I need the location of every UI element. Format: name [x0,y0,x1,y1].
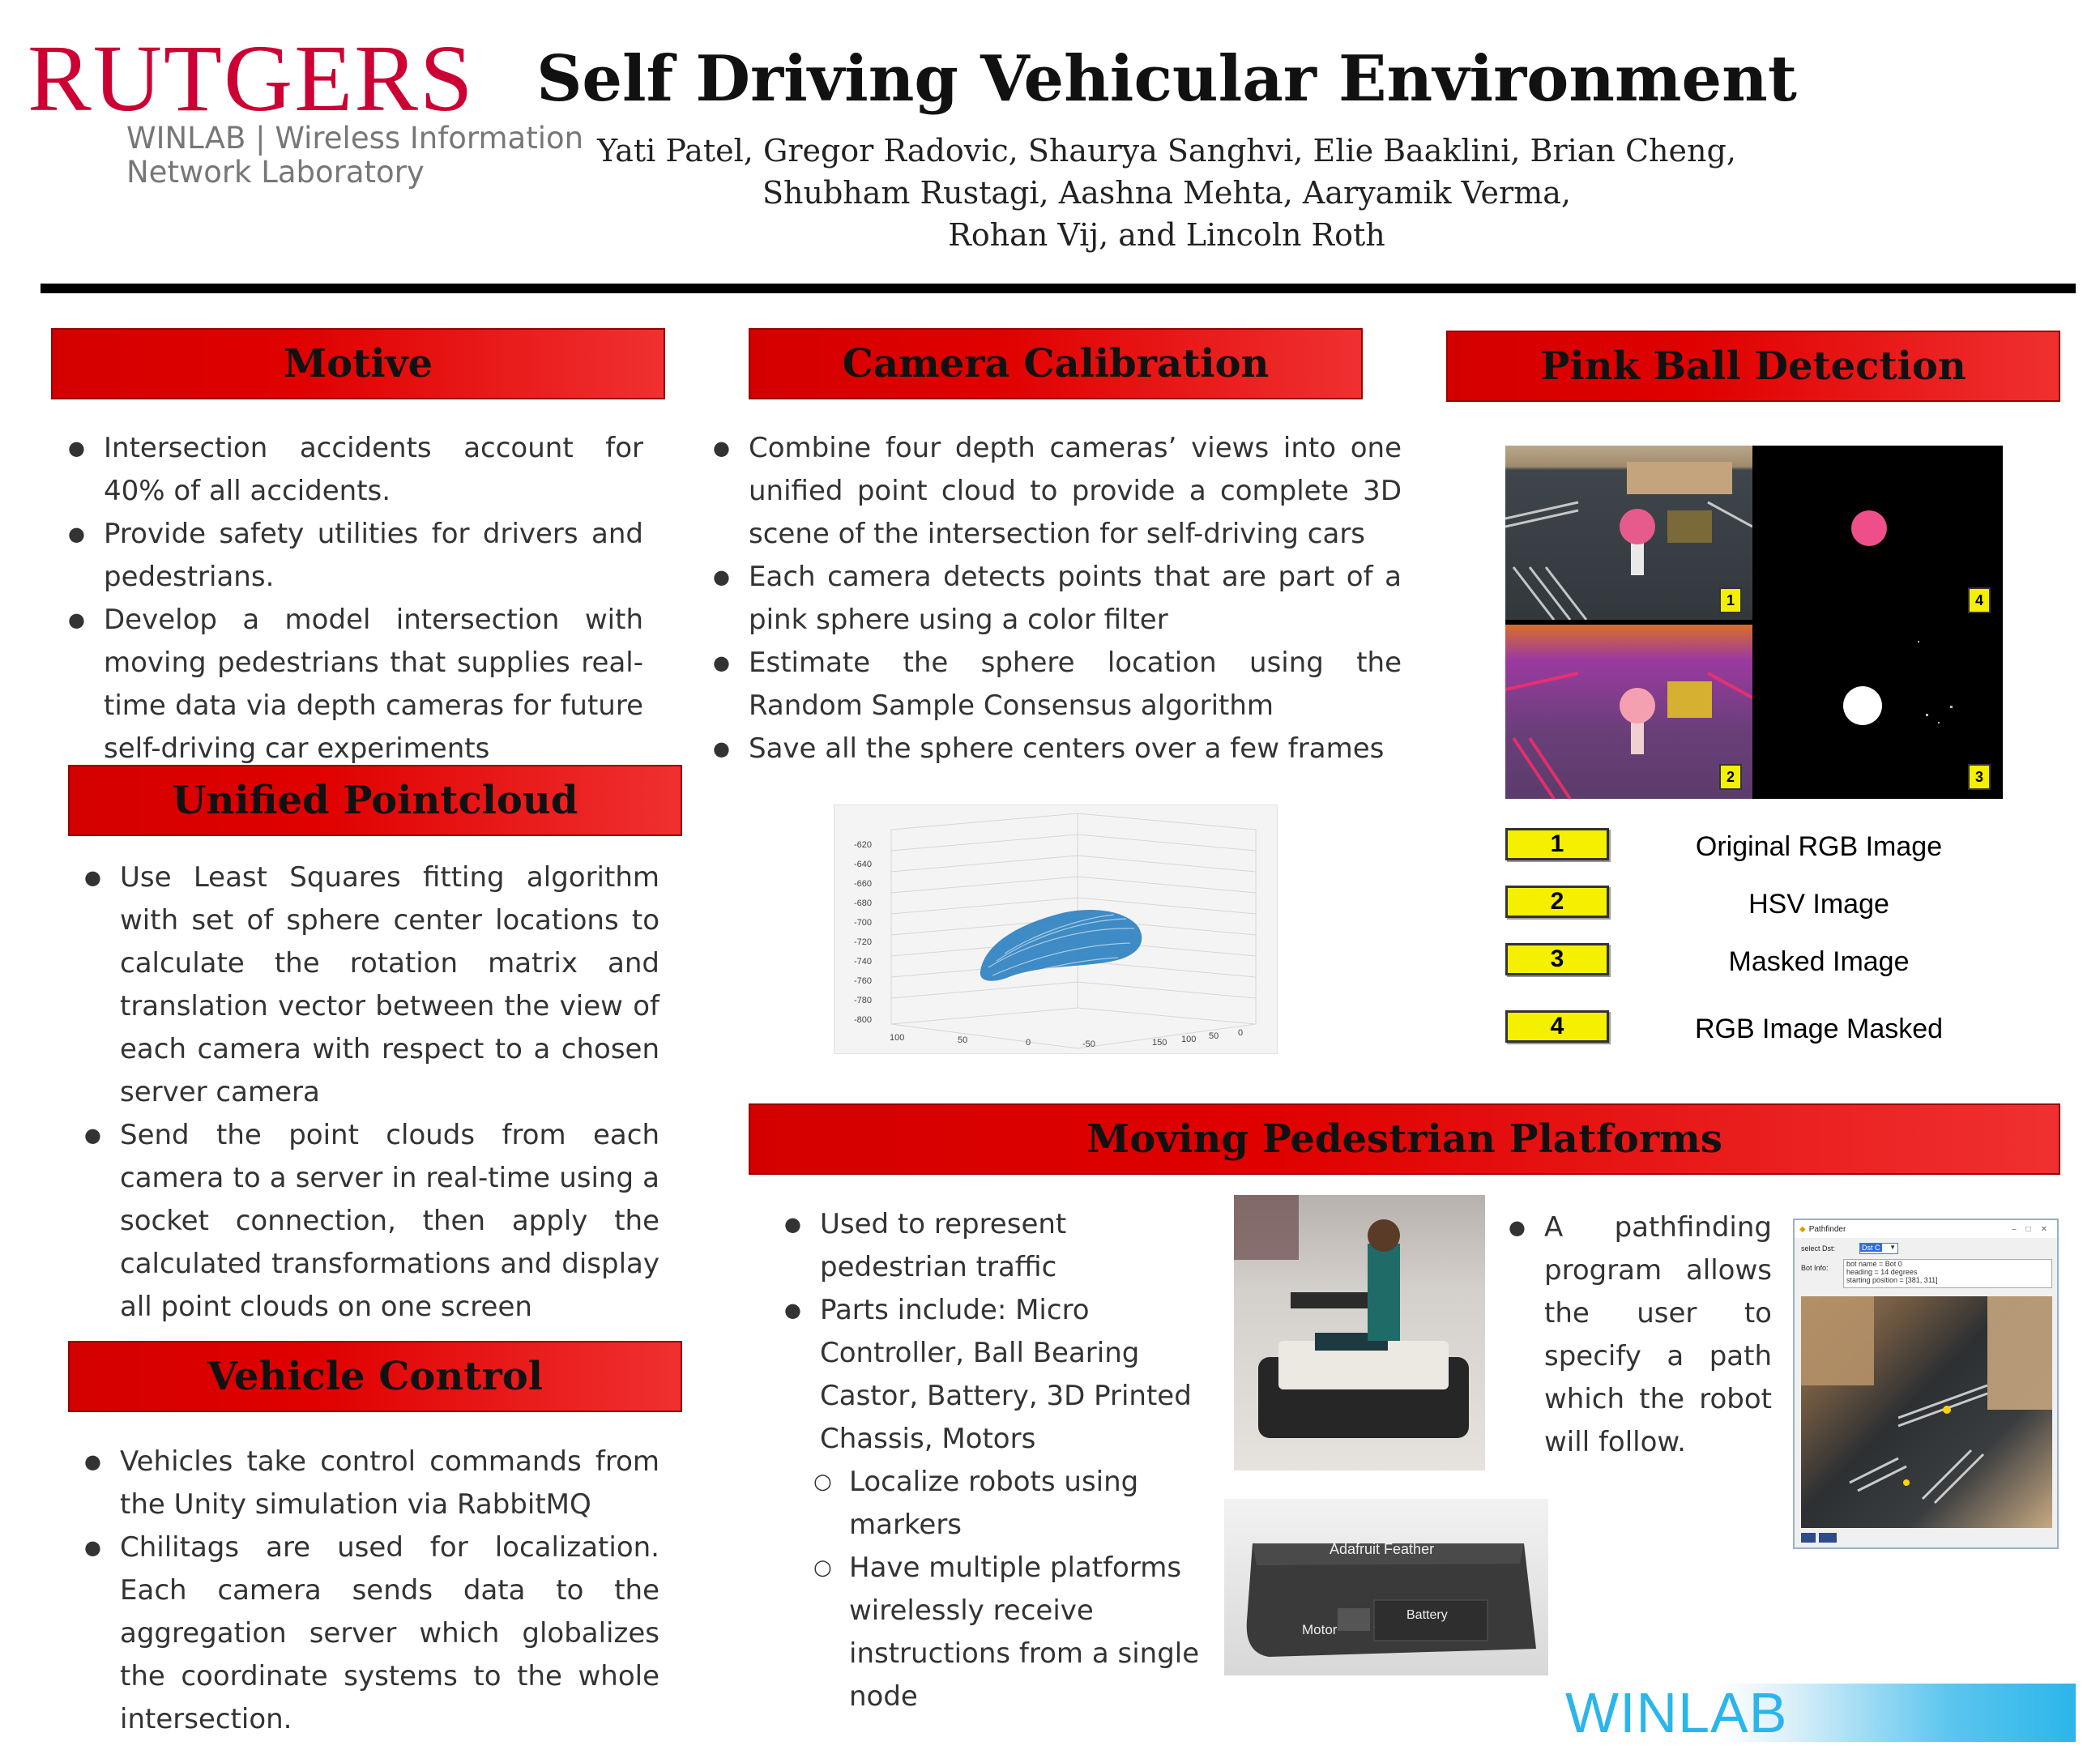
vehicle-text [84,1441,659,1741]
pointcloud-plot-svg [834,805,1278,1055]
plot-y-tick: -700 [854,918,873,928]
calibration-bullet: ● Estimate the sphere location using the Random Sample Consensus algorithm [713,642,1402,728]
pathfinding-bullet: ● A pathfinding program allows the user to specify a path which the robot will follow. [1509,1206,1772,1464]
info-line: bot name = Bot 0 [1846,1260,1902,1268]
quad-tag: 3 [1968,764,1991,790]
legend-number: 3 [1505,943,1609,975]
select-value: Dst C [1862,1244,1880,1252]
calibration-heading: Camera Calibration [749,328,1363,399]
legend-label: HSV Image [1748,889,1889,920]
info-line: starting position = [381, 311] [1846,1276,1938,1284]
platforms-bullet: ● Used to represent pedestrian traffic [784,1203,1206,1289]
quad-tag: 1 [1719,587,1742,613]
authors [454,130,1880,256]
pointcloud-text [84,856,659,1329]
robot-photo [1234,1195,1485,1470]
motive-bullet: ● Provide safety utilities for drivers and pedestrians. [68,513,643,599]
info-line: heading = 14 degrees [1846,1268,1918,1276]
pinkball-image-grid [1505,446,2003,799]
plot-y-tick: -620 [854,840,873,850]
destination-select[interactable] [1859,1243,1898,1254]
plot-y-tick: -760 [854,976,873,986]
pointcloud-plot [834,805,1278,1054]
legend-number: 1 [1505,828,1609,860]
plot-y-tick: -680 [854,898,873,908]
edit-button[interactable] [1801,1533,1816,1543]
pathfinder-titlebar [1795,1220,2057,1238]
quad-tag: 2 [1719,764,1742,790]
pathfinder-window [1793,1219,2059,1549]
vehicle-heading: Vehicle Control [68,1341,682,1412]
platforms-sub-bullet: ○ Have multiple platforms wirelessly receive instructions from a single node [784,1547,1206,1718]
app-icon: ◆ [1799,1224,1806,1234]
pointcloud-heading: Unified Pointcloud [68,765,682,836]
plot-x-tick: 50 [1209,1031,1219,1041]
masked-svg [1756,625,2003,799]
calibration-bullet: ● Combine four depth cameras’ views into one unified point cloud to provide a complete 3D scene of the intersection for self-driving cars [713,427,1402,556]
chevron-down-icon: ▼ [1889,1244,1896,1251]
info-label: Bot Info: [1801,1264,1829,1272]
authors-line-2: Shubham Rustagi, Aashna Mehta, Aaryamik Verma, [762,175,1571,211]
authors-line-3: Rohan Vij, and Lincoln Roth [948,217,1385,253]
legend-number: 4 [1505,1010,1609,1043]
run-button[interactable] [1819,1533,1837,1543]
rgb-image-svg [1505,446,1752,620]
hsv-image [1505,625,1752,799]
vehicle-bullet: ● Chilitags are used for localization. Each camera sends data to the aggregation server which globalizes the coordinate systems to the whole intersection. [84,1526,659,1741]
pinkball-heading: Pink Ball Detection [1446,331,2060,402]
legend-label: Masked Image [1728,946,1910,977]
calibration-bullet: ● Each camera detects points that are part of a pink sphere using a color filter [713,556,1402,642]
motive-bullet: ● Develop a model intersection with moving pedestrians that supplies real-time data via depth cameras for future self-driving car experiments [68,599,643,770]
motive-text [68,427,643,770]
plot-x-tick: 0 [1026,1038,1031,1048]
plot-y-tick: -780 [854,996,873,1005]
header-divider [41,284,2076,293]
plot-x-tick: 50 [958,1035,968,1045]
rgb-masked-image [1756,446,2003,620]
plot-x-tick: 0 [1238,1028,1244,1038]
rutgers-logo: RUTGERS [28,25,475,131]
plot-y-tick: -640 [854,860,873,869]
plot-x-tick: 150 [1152,1038,1167,1048]
legend-label: RGB Image Masked [1694,1014,1944,1044]
intersection-camera-view[interactable] [1801,1296,2052,1528]
window-title: Pathfinder [1808,1224,1846,1234]
legend-number: 2 [1505,886,1609,918]
winlab-logo-text: WINLAB [1565,1681,1788,1744]
rgb-image [1505,446,1752,620]
platforms-sub-bullet: ○ Localize robots using markers [784,1461,1206,1547]
authors-line-1: Yati Patel, Gregor Radovic, Shaurya Sanghvi, Elie Baaklini, Brian Cheng, [597,133,1736,169]
chassis-label-motor: Motor [1302,1622,1338,1637]
platforms-heading: Moving Pedestrian Platforms [749,1103,2060,1175]
quad-tag: 4 [1968,587,1991,613]
robot-photo-svg [1234,1195,1485,1470]
window-controls-icon[interactable]: –□✕ [2012,1224,2057,1234]
motive-heading: Motive [51,328,665,399]
chassis-label-top: Adafruit Feather [1330,1541,1435,1557]
winlab-logo [1565,1681,2076,1744]
rgb-masked-svg [1756,446,2003,620]
pointcloud-bullet: ● Use Least Squares fitting algorithm with set of sphere center locations to calculate the rotation matrix and translation vector between the view of each camera with respect to a chosen server camera [84,856,659,1114]
vehicle-bullet: ● Vehicles take control commands from the Unity simulation via RabbitMQ [84,1441,659,1526]
logo-sub-line-2: Network Laboratory [126,155,425,190]
plot-y-tick: -720 [854,937,873,947]
plot-x-tick: 100 [1181,1035,1197,1044]
plot-x-tick: 100 [890,1033,905,1043]
plot-y-tick: -800 [854,1015,873,1025]
plot-x-tick: -50 [1082,1039,1095,1049]
plot-y-tick: -660 [854,879,873,889]
poster-title: Self Driving Vehicular Environment [536,42,1797,116]
platforms-text [784,1203,1206,1718]
hsv-image-svg [1505,625,1752,799]
chassis-label-battery: Battery [1406,1608,1448,1622]
plot-y-tick: -740 [854,957,873,967]
calibration-text [713,427,1402,770]
masked-image [1756,625,2003,799]
intersection-svg [1801,1296,2052,1528]
pathfinding-text [1509,1206,1772,1464]
logo-sub-line-1: WINLAB | Wireless Information [126,121,584,156]
chassis-render [1224,1499,1548,1675]
bot-info-box[interactable] [1843,1259,2052,1288]
pointcloud-bullet: ● Send the point clouds from each camera to a server in real-time using a socket connection, then apply the calculated transformations and display all point clouds on one screen [84,1114,659,1329]
calibration-bullet: ● Save all the sphere centers over a few frames [713,728,1402,770]
platforms-bullet: ● Parts include: Micro Controller, Ball Bearing Castor, Battery, 3D Printed Chassis, Motors [784,1289,1206,1461]
motive-bullet: ● Intersection accidents account for 40% of all accidents. [68,427,643,513]
select-label: select Dst: [1801,1244,1836,1253]
chassis-svg [1224,1499,1548,1675]
legend-label: Original RGB Image [1695,831,1943,862]
